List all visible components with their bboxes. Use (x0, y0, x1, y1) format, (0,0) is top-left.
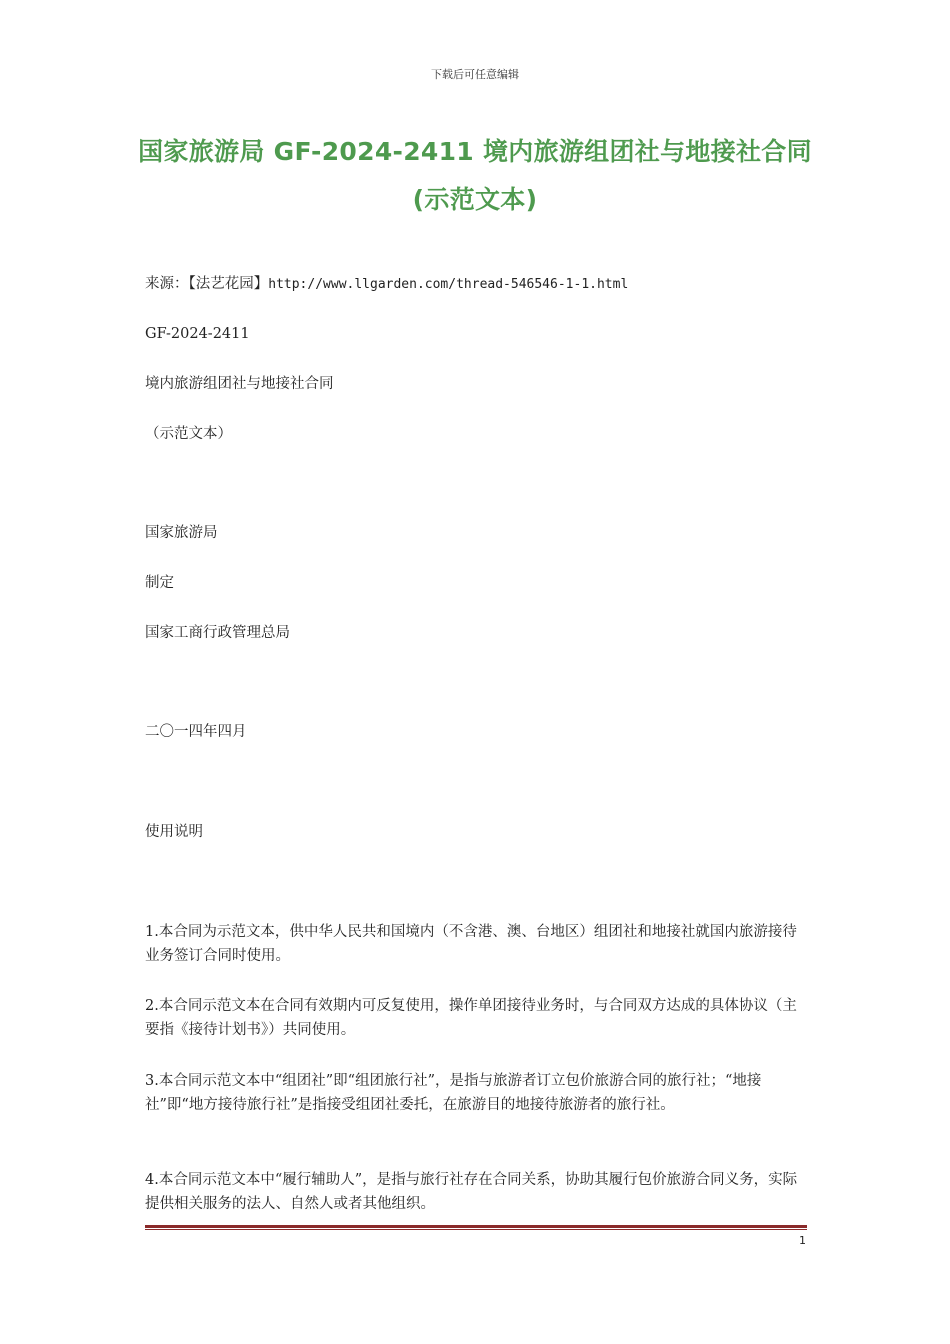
title-line-2: (示范文本) (412, 185, 538, 214)
instruction-item: 2.本合同示范文本在合同有效期内可反复使用，操作单团接待业务时，与合同双方达成的具体协议（主要指《接待计划书》）共同使用。 (145, 998, 797, 1038)
issuer-industry-commerce: 国家工商行政管理总局 (145, 625, 290, 641)
footer-rule-thin (145, 1229, 807, 1230)
issue-date: 二〇一四年四月 (145, 724, 247, 740)
issuer-tourism-administration: 国家旅游局 (145, 525, 218, 541)
source-label: 来源：【法艺花园】 (145, 276, 269, 292)
contract-edition: （示范文本） (145, 426, 232, 442)
contract-code: GF-2024-2411 (145, 326, 250, 342)
header-note: 下载后可任意编辑 (431, 68, 519, 81)
page-number: 1 (799, 1234, 806, 1247)
contract-name: 境内旅游组团社与地接社合同 (145, 376, 334, 392)
instruction-item: 1.本合同为示范文本，供中华人民共和国境内（不含港、澳、台地区）组团社和地接社就国内旅游接待业务签订合同时使用。 (145, 924, 797, 964)
issued-label: 制定 (145, 575, 174, 591)
source-line (145, 272, 807, 297)
title-line-1: 国家旅游局 GF-2024-2411 境内旅游组团社与地接社合同 (138, 137, 812, 166)
instruction-item: 4.本合同示范文本中“履行辅助人”，是指与旅行社存在合同关系，协助其履行包价旅游合同义务，实际提供相关服务的法人、自然人或者其他组织。 (145, 1172, 798, 1212)
instructions-heading: 使用说明 (145, 824, 203, 840)
footer-rule (145, 1225, 807, 1228)
document-title (110, 128, 840, 224)
instruction-item: 3.本合同示范文本中“组团社”即“组团旅行社”，是指与旅游者订立包价旅游合同的旅行社；“地接社”即“地方接待旅行社”是指接受组团社委托，在旅游目的地接待旅游者的旅行社。 (145, 1073, 762, 1113)
source-url: http://www.llgarden.com/thread-546546-1-1.html (268, 277, 629, 292)
